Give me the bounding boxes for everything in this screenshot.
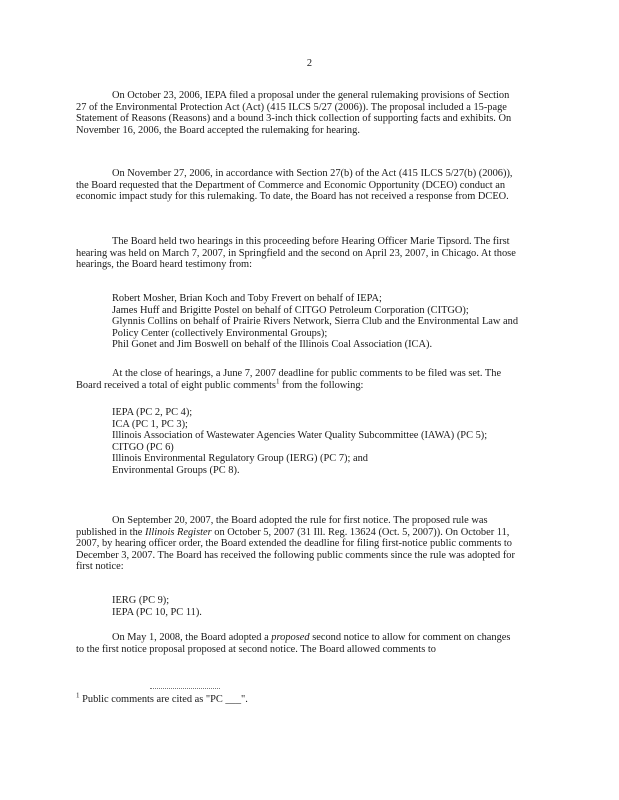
comments-list [112, 407, 522, 477]
list-item: CITGO (PC 6) [112, 441, 174, 453]
footnote-divider [150, 688, 220, 689]
comments-text: At the close of hearings, a June 7, 2007 deadline for public comments to be filed was set. The Board received a total of eight public comments [76, 368, 502, 391]
paragraph-comments [76, 368, 516, 391]
post-notice-comments-list [112, 595, 522, 618]
first-notice-text-end: on October 5, 2007 (31 Ill. Reg. 13624 (Oct. 5, 2007)). On October 11, 2007, by hearing officer order, the Board extended the deadline for filing first-notice public comments to December 3, 2007. The Board has received the following public comments since the rule was adopted for first notice: [76, 526, 515, 573]
publication-title: Illinois Register [144, 526, 212, 538]
list-item: James Huff and Brigitte Postel on behalf of CITGO Petroleum Corporation (CITGO); [112, 304, 469, 316]
paragraph-second-notice [76, 632, 516, 655]
list-item: Robert Mosher, Brian Koch and Toby Frevert on behalf of IEPA; [112, 293, 382, 304]
footnote-marker: 1 [76, 691, 80, 700]
footnote-text: Public comments are cited as "PC ___". [79, 694, 248, 705]
list-item: Phil Gonet and Jim Boswell on behalf of the Illinois Coal Association (ICA). [112, 339, 433, 351]
list-item: IEPA (PC 10, PC 11). [112, 606, 202, 618]
list-item: Environmental Groups (PC 8). [112, 464, 240, 476]
testimony-list [112, 293, 522, 351]
first-notice-text: On September 20, 2007, the Board adopted the rule for first notice. The proposed rule was published in the [76, 515, 488, 538]
footnote-reference: 1 [275, 377, 280, 386]
list-item: ICA (PC 1, PC 3); [112, 418, 188, 430]
list-item: Glynnis Collins on behalf of Prairie Rivers Network, Sierra Club and the Environmental Law and Policy Center (collectively Environmental Groups); [112, 316, 519, 339]
page-number: 2 [306, 58, 313, 69]
list-item: IEPA (PC 2, PC 4); [112, 407, 193, 418]
list-item: Illinois Environmental Regulatory Group (IERG) (PC 7); and [112, 453, 368, 465]
comments-text-end: from the following: [279, 379, 364, 391]
paragraph-dceo: On November 27, 2006, in accordance with Section 27(b) of the Act (415 ILCS 5/27(b) (2006)), the Board requested that the Department of Commerce and Economic Opportunity (DCEO) conduct an economic impact study for this rulemaking. To date, the Board has not received a response from DCEO. [76, 168, 513, 203]
paragraph-hearings: The Board held two hearings in this proceeding before Hearing Officer Marie Tipsord. The first hearing was held on March 7, 2007, in Springfield and the second on April 23, 2007, in Chicago. At those hearings, the Board heard testimony from: [76, 236, 516, 271]
footnote [76, 691, 516, 706]
second-notice-text: On May 1, 2008, the Board adopted a [112, 632, 272, 643]
list-item: IERG (PC 9); [112, 595, 170, 606]
emphasis-proposed: proposed [271, 632, 310, 643]
paragraph-filing: On October 23, 2006, IEPA filed a proposal under the general rulemaking provisions of Section 27 of the Environmental Protection Act (Act) (415 ILCS 5/27 (2006)). The proposal included a 15-page Statement of Reasons (Reasons) and a bound 3-inch thick collection of supporting facts and exhibits. On November 16, 2006, the Board accepted the rulemaking for hearing. [76, 90, 512, 136]
second-notice-text-end: second notice to allow for comment on changes to the first notice proposal proposed at second notice. The Board allowed comments to [76, 632, 511, 655]
list-item: Illinois Association of Wastewater Agencies Water Quality Subcommittee (IAWA) (PC 5); [112, 430, 488, 442]
paragraph-first-notice [76, 515, 516, 573]
